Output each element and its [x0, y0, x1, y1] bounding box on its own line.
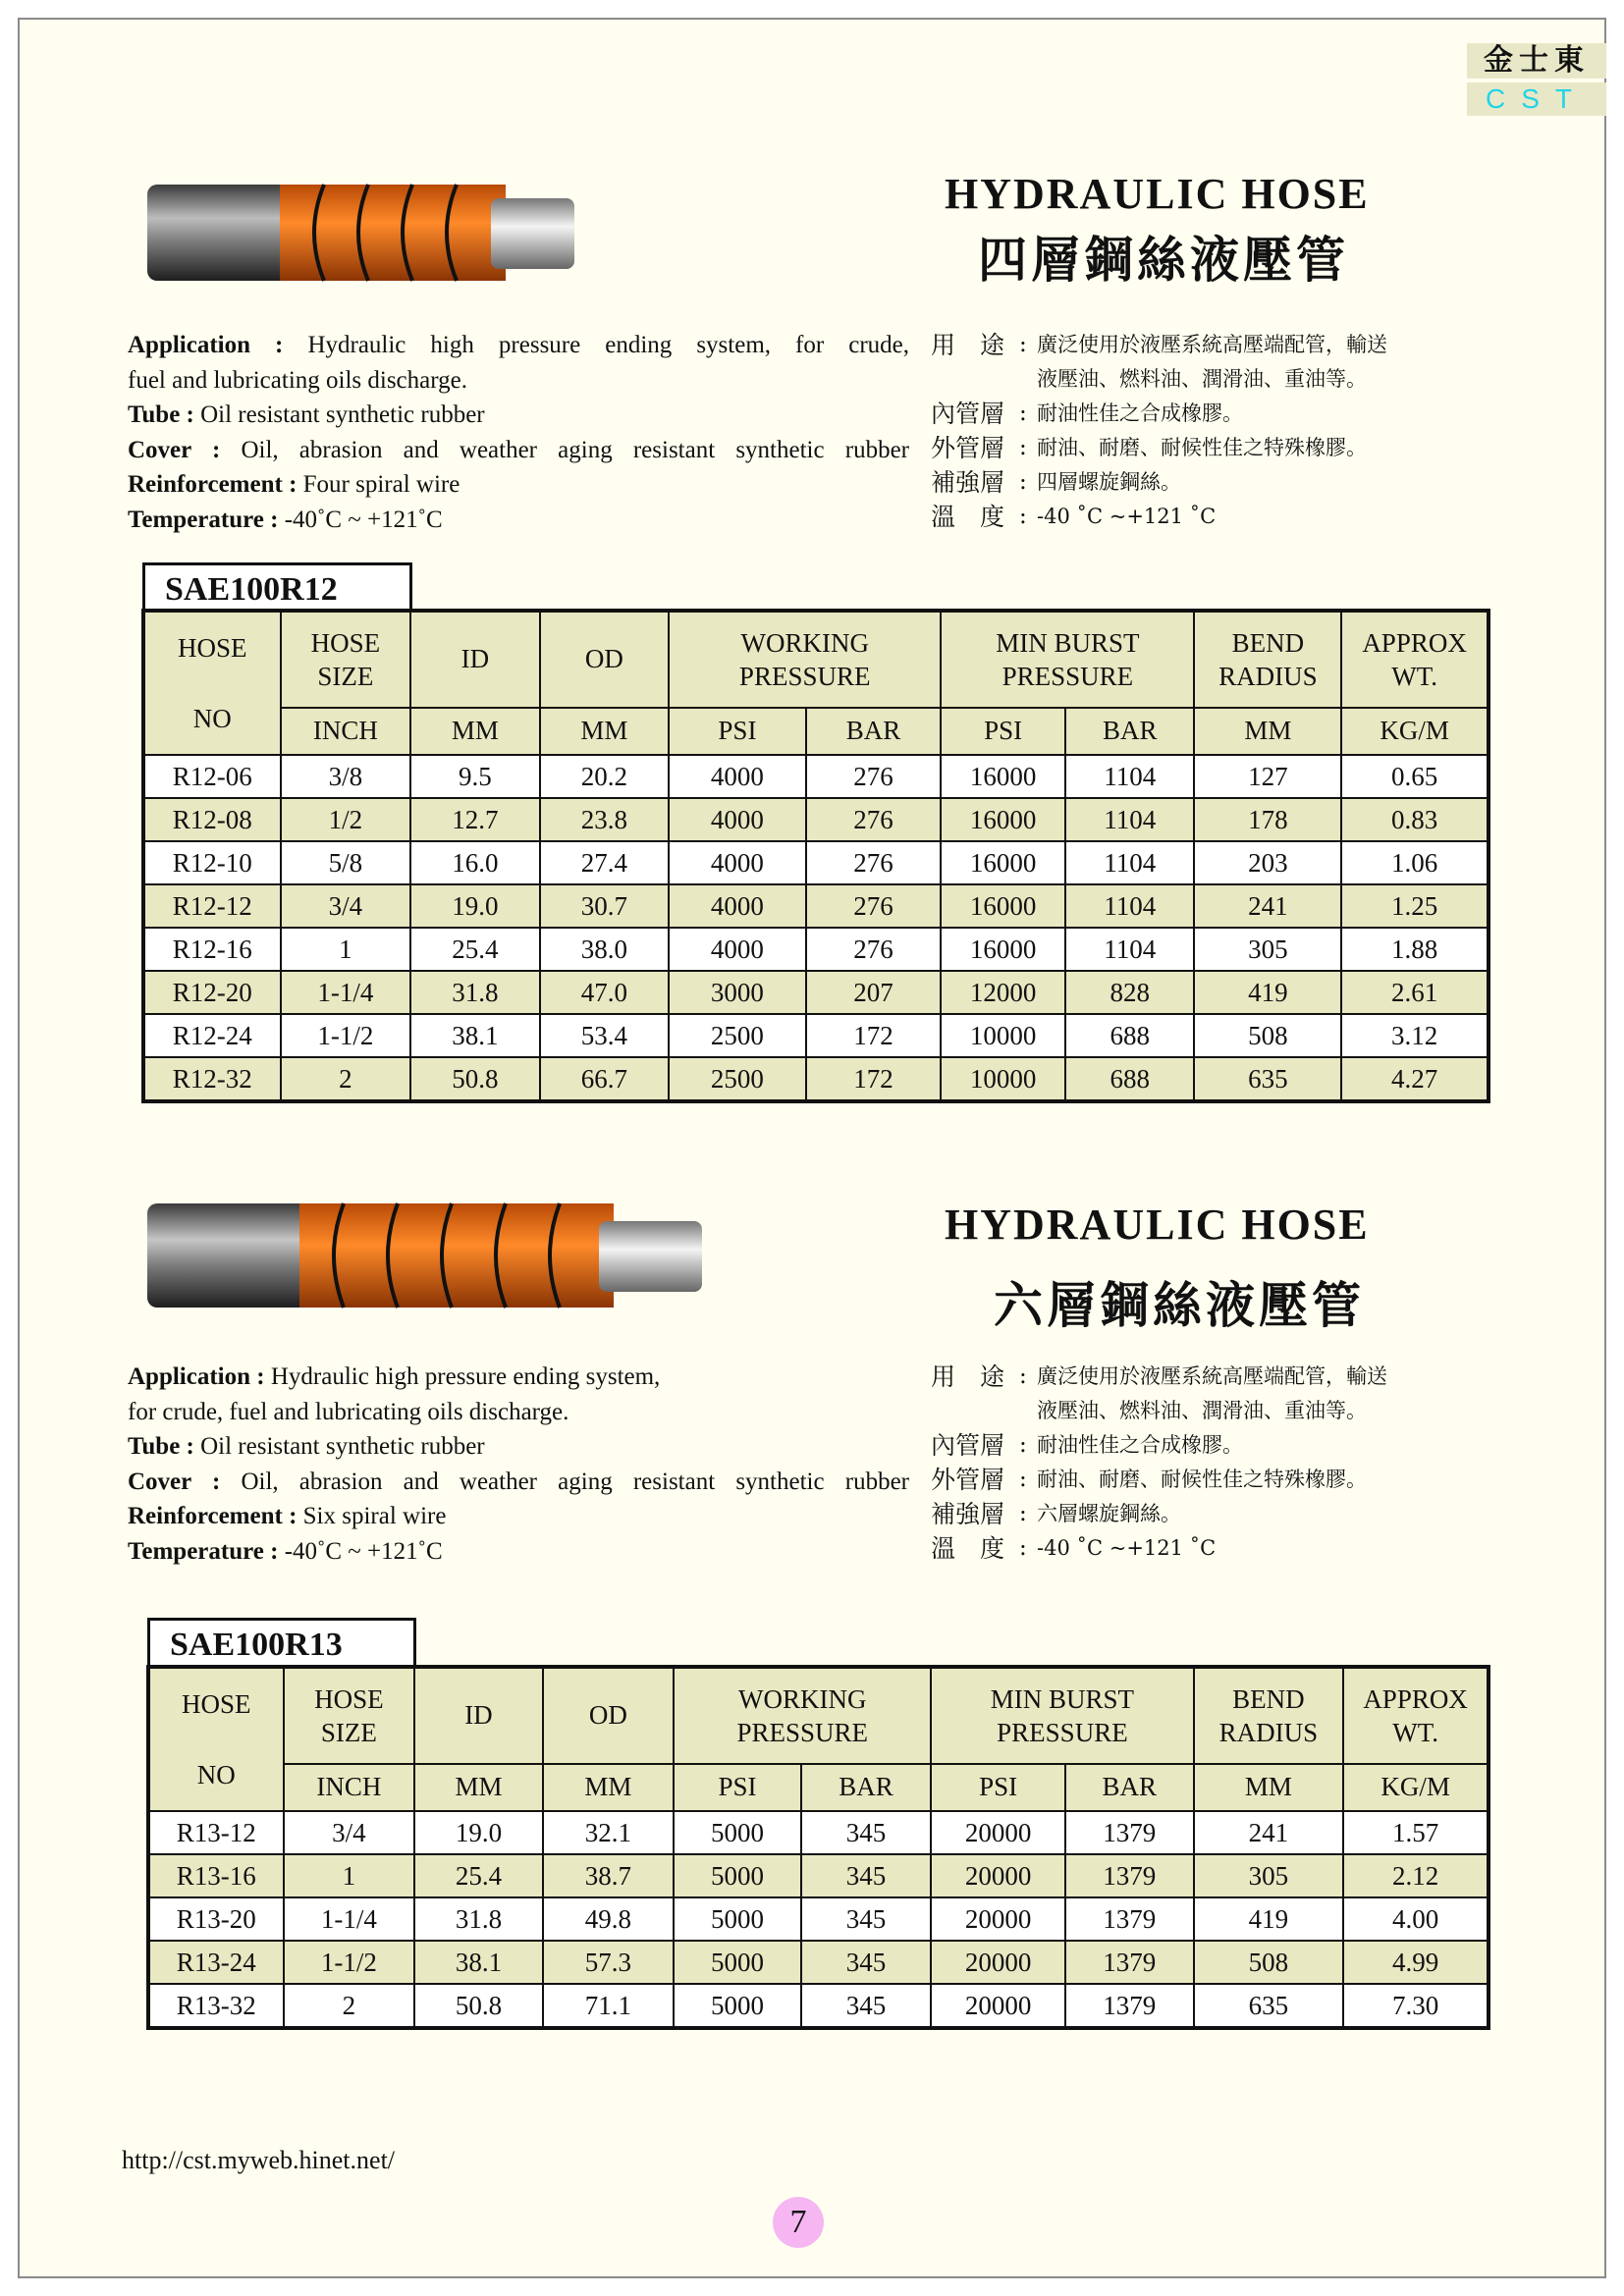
table-cell: 178 [1194, 798, 1341, 841]
unit-mm: MM [543, 1764, 674, 1811]
col-id: ID [414, 1667, 542, 1764]
table-cell: 419 [1194, 971, 1341, 1014]
table-cell: R12-06 [143, 755, 281, 798]
table-row [143, 798, 1489, 841]
table-cell: 207 [806, 971, 942, 1014]
table-cell: 345 [801, 1811, 932, 1854]
table-cell: 4.00 [1343, 1897, 1489, 1941]
table-cell: 635 [1194, 1057, 1341, 1101]
table-row [148, 1854, 1489, 1897]
table-cell: 276 [806, 755, 942, 798]
table-cell: R13-32 [148, 1984, 284, 2028]
table-cell: R12-08 [143, 798, 281, 841]
table-cell: 1104 [1065, 928, 1195, 971]
table-cell: 16000 [941, 798, 1065, 841]
table-cell: 27.4 [540, 841, 669, 884]
table-cell: 1379 [1065, 1897, 1194, 1941]
unit-psi: PSI [941, 708, 1065, 755]
table-cell: 38.1 [410, 1014, 539, 1057]
table-cell: 66.7 [540, 1057, 669, 1101]
table-cell: 1-1/4 [284, 1897, 415, 1941]
table-cell: 2.61 [1341, 971, 1489, 1014]
unit-bar: BAR [1065, 1764, 1194, 1811]
table-cell: 127 [1194, 755, 1341, 798]
table-row [148, 1941, 1489, 1984]
table-cell: 25.4 [414, 1854, 542, 1897]
unit-bar: BAR [806, 708, 942, 755]
table-cell: 1-1/4 [281, 971, 411, 1014]
table-cell: R12-16 [143, 928, 281, 971]
table-cell: 5/8 [281, 841, 411, 884]
table-cell: 345 [801, 1984, 932, 2028]
table-cell: R12-20 [143, 971, 281, 1014]
brand-badge [1467, 43, 1606, 116]
table-cell: 172 [806, 1057, 942, 1101]
unit-psi: PSI [674, 1764, 801, 1811]
col-od: OD [543, 1667, 674, 1764]
table-cell: 2 [284, 1984, 415, 2028]
table-cell: 38.0 [540, 928, 669, 971]
table-cell: 20000 [931, 1811, 1065, 1854]
table-cell: R12-12 [143, 884, 281, 928]
section-title-en: HYDRAULIC HOSE [945, 170, 1370, 218]
table-cell: 419 [1194, 1897, 1344, 1941]
table-cell: 4000 [669, 841, 806, 884]
table-cell: 4000 [669, 755, 806, 798]
table-cell: 1.88 [1341, 928, 1489, 971]
table-cell: 276 [806, 798, 942, 841]
table-cell: R13-20 [148, 1897, 284, 1941]
table-row [143, 884, 1489, 928]
table-cell: 1 [284, 1854, 415, 1897]
table-cell: 1104 [1065, 884, 1195, 928]
table-cell: 16.0 [410, 841, 539, 884]
table-cell: 2500 [669, 1057, 806, 1101]
table-row [143, 971, 1489, 1014]
spec-en: Application : Hydraulic high pressure ending system, for crude, fuel and lubricating oils discharge. Tube : Oil resistant synthetic rubber Cover : Oil, abrasion and weather aging resistant synthetic rubber Reinforcement : Six spiral wire Temperature : -40˚C ~ +121˚C [128, 1363, 909, 1565]
table-cell: 203 [1194, 841, 1341, 884]
table-cell: 5000 [674, 1984, 801, 2028]
spec-en: Application : Hydraulic high pressure ending system, for crude, fuel and lubricating oils discharge. Tube : Oil resistant synthetic rubber Cover : Oil, abrasion and weather aging resistant synthetic rubber Reinforcement : Four spiral wire Temperature : -40˚C ~ +121˚C [128, 332, 910, 533]
table-cell: 49.8 [543, 1897, 674, 1941]
table-cell: 276 [806, 884, 942, 928]
table-cell: 1 [281, 928, 411, 971]
table-cell: 3/4 [284, 1811, 415, 1854]
table-cell: 47.0 [540, 971, 669, 1014]
brand-en: CST [1467, 82, 1606, 116]
table-cell: 1379 [1065, 1941, 1194, 1984]
unit-inch: INCH [284, 1764, 415, 1811]
table-cell: 57.3 [543, 1941, 674, 1984]
table-cell: 0.65 [1341, 755, 1489, 798]
table-cell: 0.83 [1341, 798, 1489, 841]
table-cell: 1379 [1065, 1811, 1194, 1854]
table-row [148, 1984, 1489, 2028]
table-cell: 1104 [1065, 798, 1195, 841]
col-od: OD [540, 611, 669, 708]
spec-table-r12 [141, 609, 1490, 1103]
table-cell: 12000 [941, 971, 1065, 1014]
table-cell: 345 [801, 1941, 932, 1984]
unit-mm: MM [414, 1764, 542, 1811]
footer-url[interactable]: http://cst.myweb.hinet.net/ [122, 2146, 396, 2174]
table-cell: 25.4 [410, 928, 539, 971]
table-cell: 23.8 [540, 798, 669, 841]
table-cell: 5000 [674, 1897, 801, 1941]
table-cell: 20.2 [540, 755, 669, 798]
table-cell: R12-32 [143, 1057, 281, 1101]
hose-r13-image [147, 1200, 707, 1311]
table-cell: 1-1/2 [281, 1014, 411, 1057]
col-hose-no: HOSE NO [143, 611, 281, 755]
col-hose-size: HOSE SIZE [281, 611, 411, 708]
table-cell: 3/4 [281, 884, 411, 928]
section-title-cn: 六層鋼絲液壓管 [994, 1276, 1365, 1334]
table-cell: 30.7 [540, 884, 669, 928]
table-cell: 32.1 [543, 1811, 674, 1854]
table-cell: 3.12 [1341, 1014, 1489, 1057]
hose-r12-image [147, 179, 579, 287]
table-cell: 3/8 [281, 755, 411, 798]
table-cell: 1104 [1065, 755, 1195, 798]
table-cell: R13-24 [148, 1941, 284, 1984]
table-cell: 4.27 [1341, 1057, 1489, 1101]
col-hose-size: HOSE SIZE [284, 1667, 415, 1764]
table-cell: 4000 [669, 798, 806, 841]
section-title-en: HYDRAULIC HOSE [945, 1201, 1370, 1249]
table-row [143, 755, 1489, 798]
col-approx-wt: APPROX WT. [1343, 1667, 1489, 1764]
brand-cn: 金士東 [1467, 43, 1606, 79]
table-cell: 7.30 [1343, 1984, 1489, 2028]
table-cell: 4000 [669, 884, 806, 928]
table-cell: 635 [1194, 1984, 1344, 2028]
table-cell: 19.0 [414, 1811, 542, 1854]
section-title-cn: 四層鋼絲液壓管 [978, 231, 1349, 289]
table-cell: 1104 [1065, 841, 1195, 884]
unit-bar: BAR [1065, 708, 1195, 755]
col-hose-no: HOSE NO [148, 1667, 284, 1811]
table-cell: 1379 [1065, 1854, 1194, 1897]
table-cell: 2500 [669, 1014, 806, 1057]
unit-mm: MM [1194, 708, 1341, 755]
table-cell: 1379 [1065, 1984, 1194, 2028]
table-cell: R12-10 [143, 841, 281, 884]
table-cell: 688 [1065, 1057, 1195, 1101]
unit-mm: MM [540, 708, 669, 755]
table-cell: 38.1 [414, 1941, 542, 1984]
table-cell: 71.1 [543, 1984, 674, 2028]
table-cell: 16000 [941, 928, 1065, 971]
table-cell: 1/2 [281, 798, 411, 841]
table-cell: 508 [1194, 1941, 1344, 1984]
col-bend-radius: BEND RADIUS [1194, 611, 1341, 708]
unit-mm: MM [1194, 1764, 1344, 1811]
table-cell: 172 [806, 1014, 942, 1057]
model-label: SAE100R12 [142, 562, 412, 610]
table-cell: 1.57 [1343, 1811, 1489, 1854]
table-cell: 5000 [674, 1854, 801, 1897]
table-cell: 31.8 [410, 971, 539, 1014]
table-cell: 20000 [931, 1941, 1065, 1984]
table-row [143, 1014, 1489, 1057]
table-cell: 53.4 [540, 1014, 669, 1057]
table-cell: 241 [1194, 1811, 1344, 1854]
table-cell: 828 [1065, 971, 1195, 1014]
model-label: SAE100R13 [147, 1618, 416, 1665]
table-row [148, 1897, 1489, 1941]
table-cell: 20000 [931, 1854, 1065, 1897]
table-row [143, 841, 1489, 884]
table-cell: 38.7 [543, 1854, 674, 1897]
table-cell: 4000 [669, 928, 806, 971]
table-row [148, 1811, 1489, 1854]
page-number: 7 [773, 2197, 824, 2248]
unit-psi: PSI [931, 1764, 1065, 1811]
table-cell: 1.25 [1341, 884, 1489, 928]
table-cell: 241 [1194, 884, 1341, 928]
table-cell: 2 [281, 1057, 411, 1101]
table-row [143, 928, 1489, 971]
col-bend-radius: BEND RADIUS [1194, 1667, 1344, 1764]
table-cell: 12.7 [410, 798, 539, 841]
table-cell: 688 [1065, 1014, 1195, 1057]
table-cell: 5000 [674, 1941, 801, 1984]
table-cell: 20000 [931, 1897, 1065, 1941]
table-cell: 19.0 [410, 884, 539, 928]
table-cell: 305 [1194, 1854, 1344, 1897]
table-cell: 345 [801, 1854, 932, 1897]
table-cell: 16000 [941, 884, 1065, 928]
table-cell: 4.99 [1343, 1941, 1489, 1984]
table-cell: 16000 [941, 841, 1065, 884]
unit-mm: MM [410, 708, 539, 755]
spec-cn: 用 途 : 廣泛使用於液壓系統高壓端配管，輸送 液壓油、燃料油、潤滑油、重油等。 內管層 : 耐油性佳之合成橡膠。 外管層 : 耐油、耐磨、耐候性佳之特殊橡膠。 補強層 : 四層螺旋鋼絲。 溫 度 : -40 ˚C ~+121 ˚C [931, 331, 1387, 531]
table-cell: 276 [806, 841, 942, 884]
col-working-pressure: WORKING PRESSURE [674, 1667, 931, 1764]
table-cell: 31.8 [414, 1897, 542, 1941]
table-row [143, 1057, 1489, 1101]
table-cell: 2.12 [1343, 1854, 1489, 1897]
table-cell: 16000 [941, 755, 1065, 798]
unit-bar: BAR [801, 1764, 932, 1811]
unit-kgm: KG/M [1341, 708, 1489, 755]
table-cell: 3000 [669, 971, 806, 1014]
table-cell: 508 [1194, 1014, 1341, 1057]
table-cell: 1-1/2 [284, 1941, 415, 1984]
spec-table-r13 [146, 1665, 1490, 2030]
table-cell: 5000 [674, 1811, 801, 1854]
table-cell: 305 [1194, 928, 1341, 971]
table-cell: 20000 [931, 1984, 1065, 2028]
table-cell: 1.06 [1341, 841, 1489, 884]
table-cell: R13-16 [148, 1854, 284, 1897]
table-cell: R13-12 [148, 1811, 284, 1854]
table-cell: 345 [801, 1897, 932, 1941]
table-cell: 10000 [941, 1014, 1065, 1057]
col-min-burst: MIN BURST PRESSURE [941, 611, 1194, 708]
unit-kgm: KG/M [1343, 1764, 1489, 1811]
table-cell: 50.8 [414, 1984, 542, 2028]
table-cell: 50.8 [410, 1057, 539, 1101]
unit-inch: INCH [281, 708, 411, 755]
table-cell: R12-24 [143, 1014, 281, 1057]
col-working-pressure: WORKING PRESSURE [669, 611, 941, 708]
col-approx-wt: APPROX WT. [1341, 611, 1489, 708]
col-id: ID [410, 611, 539, 708]
spec-cn: 用 途 : 廣泛使用於液壓系統高壓端配管，輸送 液壓油、燃料油、潤滑油、重油等。 內管層 : 耐油性佳之合成橡膠。 外管層 : 耐油、耐磨、耐候性佳之特殊橡膠。 補強層 : 六層螺旋鋼絲。 溫 度 : -40 ˚C ~+121 ˚C [931, 1362, 1387, 1563]
table-cell: 9.5 [410, 755, 539, 798]
table-cell: 276 [806, 928, 942, 971]
unit-psi: PSI [669, 708, 806, 755]
col-min-burst: MIN BURST PRESSURE [931, 1667, 1193, 1764]
table-cell: 10000 [941, 1057, 1065, 1101]
